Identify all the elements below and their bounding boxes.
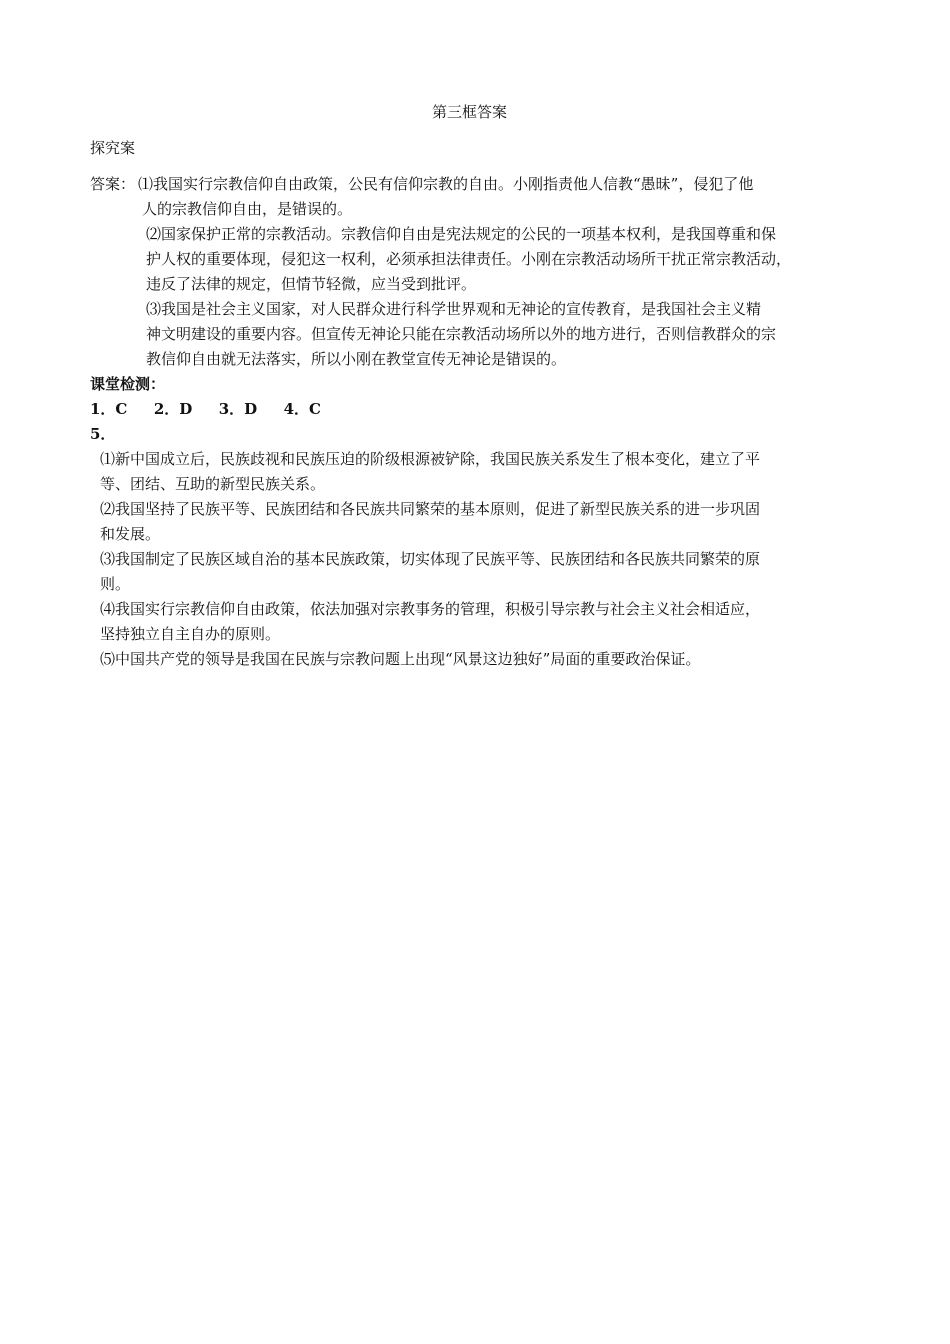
section-heading-explore: 探究案 — [90, 139, 136, 157]
answer-2-line-2: 护人权的重要体现，侵犯这一权利，必须承担法律责任。小刚在宗教活动场所干扰正常宗教活动， — [146, 250, 792, 268]
question-5-label: 5． — [90, 425, 116, 443]
q5-point-2-line-1: ⑵我国坚持了民族平等、民族团结和各民族共同繁荣的基本原则，促进了新型民族关系的进一步巩固 — [100, 500, 761, 518]
answer-2-line-3: 违反了法律的规定，但情节轻微，应当受到批评。 — [146, 275, 477, 293]
q5-point-2-line-2: 和发展。 — [100, 525, 161, 543]
answer-3-line-3: 教信仰自由就无法落实，所以小刚在教堂宣传无神论是错误的。 — [146, 350, 567, 368]
page-title: 第三框答案 — [432, 103, 508, 121]
choice-answers: 1．C 2．D 3．D 4．C — [90, 400, 321, 418]
answer-1-line-2: 人的宗教信仰自由，是错误的。 — [142, 200, 353, 218]
q5-point-4-line-2: 坚持独立自主自办的原则。 — [100, 625, 281, 643]
answer-2-line-1: ⑵国家保护正常的宗教活动。宗教信仰自由是宪法规定的公民的一项基本权利，是我国尊重和保 — [146, 225, 777, 243]
q5-point-3-line-1: ⑶我国制定了民族区域自治的基本民族政策，切实体现了民族平等、民族团结和各民族共同繁荣的原 — [100, 550, 761, 568]
answer-3-line-1: ⑶我国是社会主义国家，对人民群众进行科学世界观和无神论的宣传教育，是我国社会主义精 — [146, 300, 762, 318]
section-heading-class-test: 课堂检测： — [90, 375, 166, 393]
q5-point-5-line-1: ⑸中国共产党的领导是我国在民族与宗教问题上出现“风景这边独好”局面的重要政治保证。 — [100, 650, 701, 668]
q5-point-4-line-1: ⑷我国实行宗教信仰自由政策，依法加强对宗教事务的管理，积极引导宗教与社会主义社会相适应， — [100, 600, 761, 618]
q5-point-3-line-2: 则。 — [100, 575, 131, 593]
answer-3-line-2: 神文明建设的重要内容。但宣传无神论只能在宗教活动场所以外的地方进行，否则信教群众的宗 — [146, 325, 777, 343]
answer-1-line-1: ⑴我国实行宗教信仰自由政策，公民有信仰宗教的自由。小刚指责他人信教“愚昧”，侵犯了他 — [138, 175, 754, 193]
q5-point-1-line-2: 等、团结、互助的新型民族关系。 — [100, 475, 326, 493]
answer-prefix: 答案： — [90, 175, 136, 193]
q5-point-1-line-1: ⑴新中国成立后，民族歧视和民族压迫的阶级根源被铲除，我国民族关系发生了根本变化，建立了平 — [100, 450, 761, 468]
